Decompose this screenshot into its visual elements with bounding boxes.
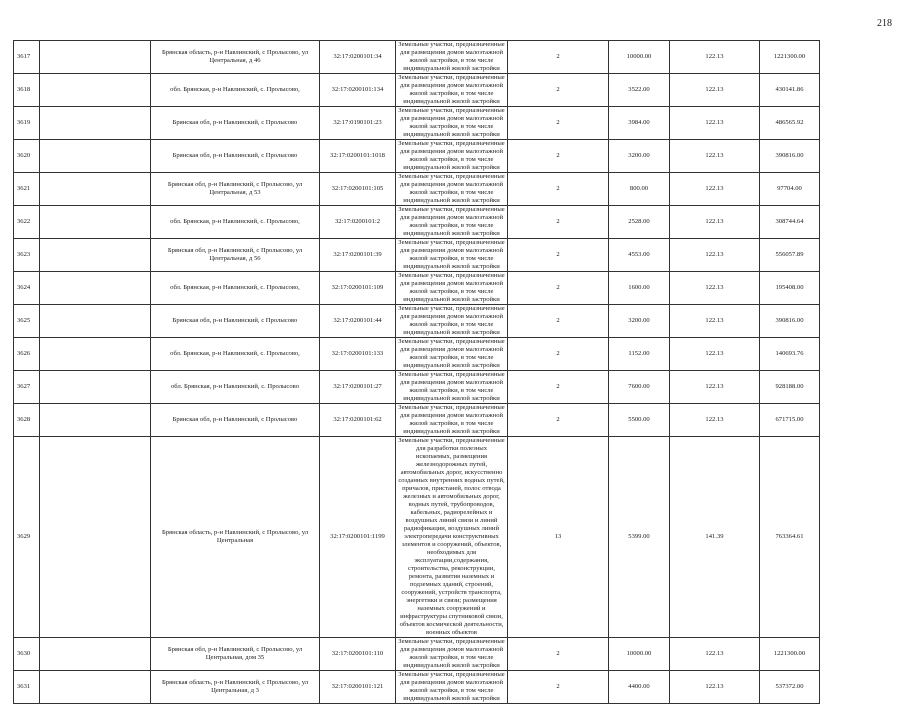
cadastral-value-cell: 390816.00: [760, 140, 820, 173]
rate-cell: 122.13: [670, 272, 760, 305]
blank-cell: [40, 371, 151, 404]
group-cell: 2: [508, 140, 609, 173]
area-cell: 3984.00: [609, 107, 670, 140]
table-row: [14, 107, 880, 140]
cadastral-number-cell: 32:17:0200101:105: [320, 173, 396, 206]
cadastral-number-cell: 32:17:0200101:109: [320, 272, 396, 305]
rate-cell: 122.13: [670, 305, 760, 338]
rate-cell: 122.13: [670, 239, 760, 272]
table-row: [14, 437, 880, 638]
land-registry-table: [13, 40, 880, 704]
cadastral-number-cell: 32:17:0190101:23: [320, 107, 396, 140]
land-use-cell: Земельные участки, предназначенные для размещения домов малоэтажной жилой застройки, в том числе индивидуальной жилой застройки: [396, 638, 508, 671]
blank-cell: [40, 140, 151, 173]
address-cell: Брянская область, р-н Навлинский, с Пролысово, ул Центральная, д 46: [151, 41, 320, 74]
blank-cell: [40, 437, 151, 638]
area-cell: 1152.00: [609, 338, 670, 371]
cadastral-value-cell: 308744.64: [760, 206, 820, 239]
group-cell: 2: [508, 638, 609, 671]
address-cell: обл. Брянская, р-н Навлинский, с. Пролысово,: [151, 206, 320, 239]
group-cell: 2: [508, 305, 609, 338]
row-number: 3624: [14, 272, 40, 305]
table-row: [14, 404, 880, 437]
area-cell: 4400.00: [609, 671, 670, 704]
table-row: [14, 272, 880, 305]
cadastral-number-cell: 32:17:0200101:1199: [320, 437, 396, 638]
table-row: [14, 206, 880, 239]
rate-cell: 122.13: [670, 404, 760, 437]
cadastral-number-cell: 32:17:0200101:34: [320, 41, 396, 74]
cadastral-number-cell: 32:17:0200101:134: [320, 74, 396, 107]
area-cell: 3200.00: [609, 305, 670, 338]
address-cell: обл. Брянская, р-н Навлинский, с. Пролысово,: [151, 272, 320, 305]
row-number: 3617: [14, 41, 40, 74]
row-number: 3621: [14, 173, 40, 206]
blank-cell: [40, 239, 151, 272]
land-use-cell: Земельные участки, предназначенные для размещения домов малоэтажной жилой застройки, в том числе индивидуальной жилой застройки: [396, 107, 508, 140]
blank-cell: [40, 173, 151, 206]
page-number: 218: [877, 18, 892, 29]
table-row: [14, 140, 880, 173]
blank-cell: [40, 107, 151, 140]
cadastral-number-cell: 32:17:0200101:2: [320, 206, 396, 239]
address-cell: Брянская обл, р-н Навлинский, с Пролысово, ул Центральная, д 53: [151, 173, 320, 206]
table-row: [14, 671, 880, 704]
table-row: [14, 638, 880, 671]
row-number: 3627: [14, 371, 40, 404]
table-row: [14, 305, 880, 338]
row-number: 3618: [14, 74, 40, 107]
address-cell: Брянская обл, р-н Навлинский, с Пролысово: [151, 404, 320, 437]
land-use-cell: Земельные участки, предназначенные для размещения домов малоэтажной жилой застройки, в том числе индивидуальной жилой застройки: [396, 338, 508, 371]
land-use-cell: Земельные участки, предназначенные для размещения домов малоэтажной жилой застройки, в том числе индивидуальной жилой застройки: [396, 371, 508, 404]
land-use-cell: Земельные участки, предназначенные для размещения домов малоэтажной жилой застройки, в том числе индивидуальной жилой застройки: [396, 74, 508, 107]
land-use-cell: Земельные участки, предназначенные для размещения домов малоэтажной жилой застройки, в том числе индивидуальной жилой застройки: [396, 272, 508, 305]
address-cell: Брянская обл, р-н Навлинский, с Пролысово: [151, 305, 320, 338]
cadastral-number-cell: 32:17:0200101:110: [320, 638, 396, 671]
row-number: 3622: [14, 206, 40, 239]
rate-cell: 122.13: [670, 74, 760, 107]
cadastral-value-cell: 1221300.00: [760, 638, 820, 671]
cadastral-number-cell: 32:17:0200101:62: [320, 404, 396, 437]
area-cell: 4553.00: [609, 239, 670, 272]
row-number: 3620: [14, 140, 40, 173]
address-cell: обл. Брянская, р-н Навлинский, с. Пролысово,: [151, 338, 320, 371]
area-cell: 3522.00: [609, 74, 670, 107]
group-cell: 2: [508, 272, 609, 305]
cadastral-number-cell: 32:17:0200101:121: [320, 671, 396, 704]
cadastral-value-cell: 486565.92: [760, 107, 820, 140]
group-cell: 2: [508, 74, 609, 107]
rate-cell: 141.39: [670, 437, 760, 638]
group-cell: 2: [508, 404, 609, 437]
address-cell: Брянская обл, р-н Навлинский, с Пролысово: [151, 140, 320, 173]
blank-cell: [40, 305, 151, 338]
rate-cell: 122.13: [670, 338, 760, 371]
area-cell: 800.00: [609, 173, 670, 206]
area-cell: 2528.00: [609, 206, 670, 239]
area-cell: 5500.00: [609, 404, 670, 437]
address-cell: Брянская обл, р-н Навлинский, с Пролысово, ул Центральная, дом 35: [151, 638, 320, 671]
address-cell: Брянская обл, р-н Навлинский, с Пролысово, ул Центральная, д 56: [151, 239, 320, 272]
cadastral-number-cell: 32:17:0200101:1018: [320, 140, 396, 173]
land-use-cell: Земельные участки, предназначенные для разработки полезных ископаемых, размещения железнодорожных путей, автомобильных дорог, искусственно созданных внутренних водных путей, причалов, пристаней, полос отвода железных и автомобильных дорог, водных путей, трубопроводов, кабельных, радиорелейных и воздушных линий связи и линий радиофикации, воздушных линий электропередачи конструктивных элементов и сооружений, объектов, необходимых для эксплуатации,содержания, строительства, реконструкции, ремонта, развития наземных и подземных зданий, строений, сооружений, устройств транспорта, энергетики и связи; размещения наземных сооружений и инфраструктуры спутниковой связи, объектов космической деятельности, военных объектов: [396, 437, 508, 638]
rate-cell: 122.13: [670, 671, 760, 704]
blank-cell: [40, 404, 151, 437]
table-row: [14, 239, 880, 272]
row-number: 3623: [14, 239, 40, 272]
address-cell: Брянская обл, р-н Навлинский, с Пролысово: [151, 107, 320, 140]
group-cell: 13: [508, 437, 609, 638]
row-number: 3626: [14, 338, 40, 371]
land-use-cell: Земельные участки, предназначенные для размещения домов малоэтажной жилой застройки, в том числе индивидуальной жилой застройки: [396, 41, 508, 74]
cadastral-number-cell: 32:17:0200101:44: [320, 305, 396, 338]
address-cell: обл. Брянская, р-н Навлинский, с. Пролысово: [151, 371, 320, 404]
cadastral-value-cell: 390816.00: [760, 305, 820, 338]
rate-cell: 122.13: [670, 41, 760, 74]
row-number: 3628: [14, 404, 40, 437]
group-cell: 2: [508, 173, 609, 206]
cadastral-value-cell: 928188.00: [760, 371, 820, 404]
cadastral-value-cell: 195408.00: [760, 272, 820, 305]
cadastral-value-cell: 537372.00: [760, 671, 820, 704]
group-cell: 2: [508, 107, 609, 140]
rate-cell: 122.13: [670, 173, 760, 206]
area-cell: 7600.00: [609, 371, 670, 404]
land-use-cell: Земельные участки, предназначенные для размещения домов малоэтажной жилой застройки, в том числе индивидуальной жилой застройки: [396, 404, 508, 437]
row-number: 3625: [14, 305, 40, 338]
blank-cell: [40, 338, 151, 371]
row-number: 3631: [14, 671, 40, 704]
area-cell: 10000.00: [609, 41, 670, 74]
land-use-cell: Земельные участки, предназначенные для размещения домов малоэтажной жилой застройки, в том числе индивидуальной жилой застройки: [396, 671, 508, 704]
cadastral-value-cell: 97704.00: [760, 173, 820, 206]
area-cell: 5399.00: [609, 437, 670, 638]
row-number: 3619: [14, 107, 40, 140]
blank-cell: [40, 206, 151, 239]
rate-cell: 122.13: [670, 107, 760, 140]
cadastral-number-cell: 32:17:0200101:39: [320, 239, 396, 272]
group-cell: 2: [508, 239, 609, 272]
land-use-cell: Земельные участки, предназначенные для размещения домов малоэтажной жилой застройки, в том числе индивидуальной жилой застройки: [396, 206, 508, 239]
table-row: [14, 173, 880, 206]
blank-cell: [40, 638, 151, 671]
rate-cell: 122.13: [670, 638, 760, 671]
blank-cell: [40, 272, 151, 305]
cadastral-value-cell: 1221300.00: [760, 41, 820, 74]
blank-cell: [40, 41, 151, 74]
land-use-cell: Земельные участки, предназначенные для размещения домов малоэтажной жилой застройки, в том числе индивидуальной жилой застройки: [396, 173, 508, 206]
land-use-cell: Земельные участки, предназначенные для размещения домов малоэтажной жилой застройки, в том числе индивидуальной жилой застройки: [396, 305, 508, 338]
blank-cell: [40, 671, 151, 704]
address-cell: Брянская область, р-н Навлинский, с Пролысово, ул Центральная, д 3: [151, 671, 320, 704]
cadastral-value-cell: 430141.86: [760, 74, 820, 107]
address-cell: обл. Брянская, р-н Навлинский, с. Пролысово,: [151, 74, 320, 107]
table-row: [14, 371, 880, 404]
area-cell: 3200.00: [609, 140, 670, 173]
group-cell: 2: [508, 371, 609, 404]
land-use-cell: Земельные участки, предназначенные для размещения домов малоэтажной жилой застройки, в том числе индивидуальной жилой застройки: [396, 239, 508, 272]
cadastral-value-cell: 671715.00: [760, 404, 820, 437]
row-number: 3630: [14, 638, 40, 671]
table-row: [14, 338, 880, 371]
group-cell: 2: [508, 338, 609, 371]
group-cell: 2: [508, 41, 609, 74]
cadastral-number-cell: 32:17:0200101:133: [320, 338, 396, 371]
land-use-cell: Земельные участки, предназначенные для размещения домов малоэтажной жилой застройки, в том числе индивидуальной жилой застройки: [396, 140, 508, 173]
table-row: [14, 74, 880, 107]
rate-cell: 122.13: [670, 371, 760, 404]
rate-cell: 122.13: [670, 206, 760, 239]
cadastral-value-cell: 763364.61: [760, 437, 820, 638]
cadastral-number-cell: 32:17:0200101:27: [320, 371, 396, 404]
rate-cell: 122.13: [670, 140, 760, 173]
table-row: [14, 41, 880, 74]
address-cell: Брянская область, р-н Навлинский, с Пролысово, ул Центральная: [151, 437, 320, 638]
cadastral-value-cell: 140693.76: [760, 338, 820, 371]
cadastral-value-cell: 556057.89: [760, 239, 820, 272]
row-number: 3629: [14, 437, 40, 638]
blank-cell: [40, 74, 151, 107]
group-cell: 2: [508, 206, 609, 239]
area-cell: 10000.00: [609, 638, 670, 671]
area-cell: 1600.00: [609, 272, 670, 305]
group-cell: 2: [508, 671, 609, 704]
